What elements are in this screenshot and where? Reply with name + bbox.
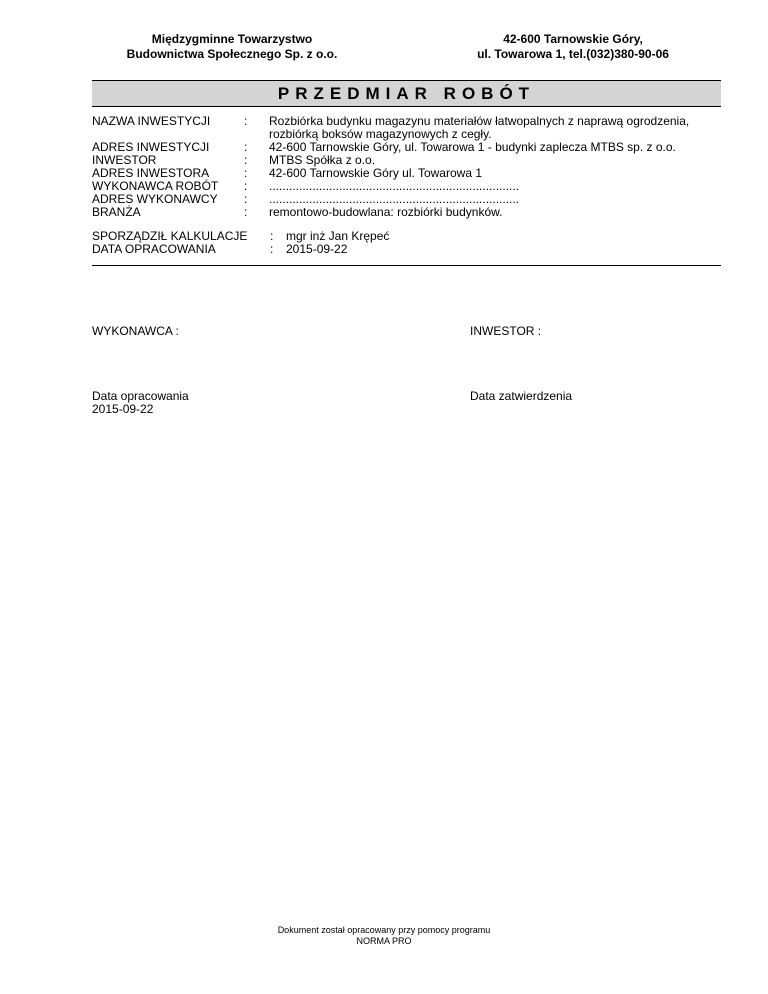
- field-separator: :: [244, 114, 248, 128]
- field-value: remontowo-budowlana: rozbiórki budynków.: [269, 205, 503, 219]
- divider: [92, 265, 721, 266]
- field-label: INWESTOR: [92, 153, 157, 167]
- company-name-line1: Międzygminne Towarzystwo: [151, 32, 313, 46]
- field-label: SPORZĄDZIŁ KALKULACJE: [92, 229, 248, 243]
- field-separator: :: [270, 229, 274, 243]
- field-label: WYKONAWCA ROBÓT: [92, 179, 219, 193]
- document-title: PRZEDMIAR ROBÓT: [92, 80, 721, 107]
- company-name: [92, 32, 372, 62]
- company-address-line1: 42-600 Tarnowskie Góry,: [503, 32, 643, 46]
- field-value: 42-600 Tarnowskie Góry, ul. Towarowa 1 - budynki zaplecza MTBS sp. z o.o.: [269, 140, 676, 154]
- field-label: NAZWA INWESTYCJI: [92, 114, 211, 128]
- field-value: Rozbiórka budynku magazynu materiałów łatwopalnych z naprawą ogrodzenia, rozbiórką boksów magazynowych z cegły.: [269, 114, 690, 141]
- contractor-signature-label: WYKONAWCA :: [92, 324, 179, 338]
- footer-note: [0, 925, 768, 947]
- field-value: 2015-09-22: [286, 242, 348, 256]
- approval-date-label: Data zatwierdzenia: [470, 389, 573, 403]
- field-label: BRANŻA: [92, 205, 141, 219]
- company-address-line2: ul. Towarowa 1, tel.(032)380-90-06: [477, 47, 669, 61]
- field-label: DATA OPRACOWANIA: [92, 242, 216, 256]
- field-separator: :: [244, 140, 248, 154]
- footer-line1: Dokument został opracowany przy pomocy programu: [277, 925, 491, 935]
- field-separator: :: [244, 166, 248, 180]
- field-separator: :: [244, 153, 248, 167]
- investor-signature-label: INWESTOR :: [470, 324, 542, 338]
- field-value: mgr inż Jan Krępeć: [286, 229, 390, 243]
- field-label: ADRES INWESTYCJI: [92, 140, 210, 154]
- company-name-line2: Budownictwa Społecznego Sp. z o.o.: [126, 47, 338, 61]
- field-label: ADRES INWESTORA: [92, 166, 210, 180]
- field-value: ...........................................................................: [269, 179, 520, 193]
- field-value: 42-600 Tarnowskie Góry ul. Towarowa 1: [269, 166, 482, 180]
- field-value: ...........................................................................: [269, 192, 520, 206]
- field-separator: :: [270, 242, 274, 256]
- field-separator: :: [244, 192, 248, 206]
- footer-line2: NORMA PRO: [356, 936, 412, 946]
- field-separator: :: [244, 179, 248, 193]
- company-address: [418, 32, 728, 62]
- prep-date-value: 2015-09-22: [92, 402, 154, 416]
- prep-date-label: Data opracowania: [92, 389, 189, 403]
- field-label: ADRES WYKONAWCY: [92, 192, 218, 206]
- field-value: MTBS Spółka z o.o.: [269, 153, 376, 167]
- field-separator: :: [244, 205, 248, 219]
